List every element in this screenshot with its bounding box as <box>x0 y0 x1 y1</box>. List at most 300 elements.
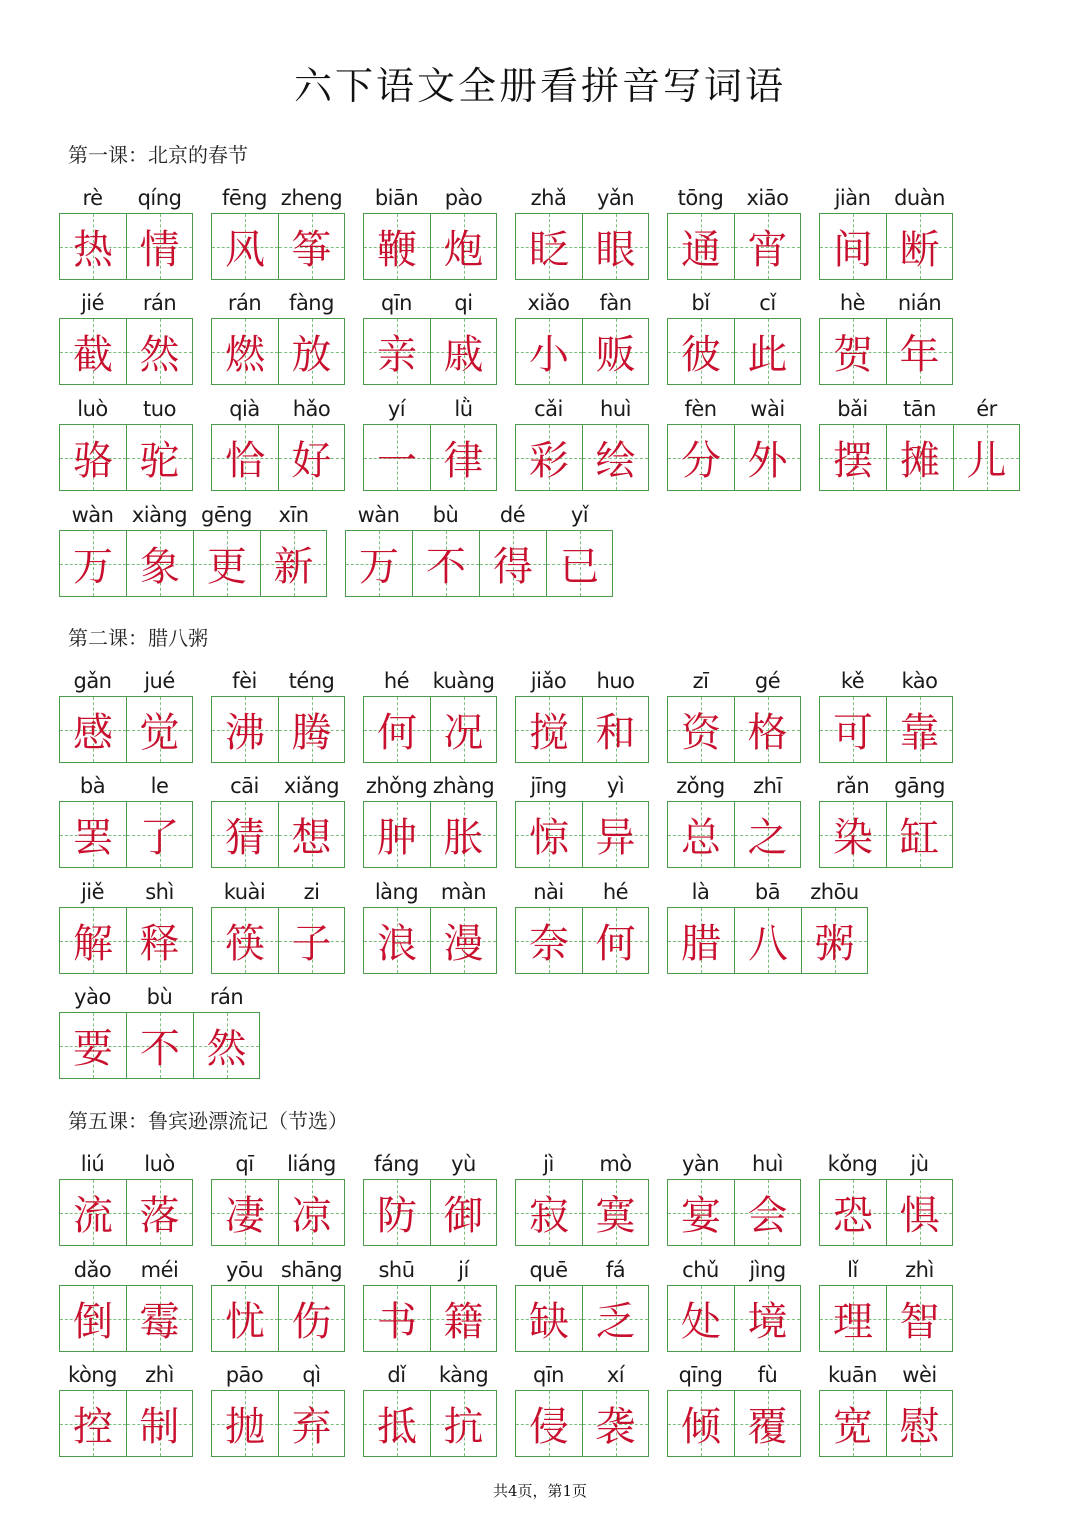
tian-zi-ge-box <box>819 424 886 491</box>
word-card <box>363 1360 497 1457</box>
hanzi-character: 觉 <box>139 710 180 756</box>
char-cell <box>734 771 801 868</box>
char-cell <box>126 394 193 491</box>
word-row <box>0 1360 1080 1470</box>
tian-zi-ge-box <box>667 1179 734 1246</box>
pinyin-label: dǎo <box>73 1258 112 1282</box>
tian-zi-ge-box <box>819 1179 886 1246</box>
tian-zi-ge-box <box>667 1390 734 1457</box>
tian-zi-ge-box <box>211 801 278 868</box>
pinyin-label: mò <box>599 1152 632 1176</box>
word-card <box>515 183 649 280</box>
hanzi-character: 此 <box>747 332 788 378</box>
pinyin-label: huì <box>600 397 631 421</box>
page-title: 六下语文全册看拼音写词语 <box>293 64 786 108</box>
hanzi-character: 新 <box>273 544 314 590</box>
pinyin-label: fàn <box>599 291 632 315</box>
char-cell <box>515 666 582 763</box>
word-row <box>0 288 1080 398</box>
char-cell <box>430 288 497 385</box>
char-cell <box>126 183 193 280</box>
hanzi-character: 间 <box>833 227 873 273</box>
char-cell <box>582 1149 649 1246</box>
pinyin-label: zhōu <box>810 880 859 904</box>
word-card <box>59 877 193 974</box>
char-cell <box>59 288 126 385</box>
pinyin-label: yǐ <box>570 503 589 527</box>
char-cell <box>59 771 126 868</box>
char-cell <box>515 771 582 868</box>
hanzi-character: 何 <box>377 710 417 756</box>
char-cell <box>515 1149 582 1246</box>
hanzi-character: 胀 <box>443 815 484 861</box>
pinyin-label: shū <box>378 1258 415 1282</box>
pinyin-label: hǎo <box>292 397 331 421</box>
pinyin-label: wàn <box>357 503 400 527</box>
tian-zi-ge-box <box>515 1179 582 1246</box>
word-card <box>667 394 801 491</box>
word-card <box>515 1360 649 1457</box>
word-card <box>515 771 649 868</box>
char-cell <box>211 394 278 491</box>
tian-zi-ge-box <box>126 801 193 868</box>
char-cell <box>734 288 801 385</box>
hanzi-character: 控 <box>73 1404 113 1450</box>
char-cell <box>126 877 193 974</box>
tian-zi-ge-box <box>734 1285 801 1352</box>
pinyin-label: qià <box>229 397 260 421</box>
pinyin-label: dé <box>499 503 526 527</box>
pinyin-label: zī <box>692 669 709 693</box>
tian-zi-ge-box <box>363 1390 430 1457</box>
word-row <box>0 982 1080 1092</box>
hanzi-character: 燃 <box>225 332 265 378</box>
tian-zi-ge-box <box>430 1179 497 1246</box>
char-cell <box>886 394 953 491</box>
hanzi-character: 摆 <box>833 438 873 484</box>
hanzi-character: 乏 <box>595 1299 636 1345</box>
tian-zi-ge-box <box>734 907 801 974</box>
pinyin-label: zheng <box>280 186 343 210</box>
word-card <box>59 500 327 597</box>
tian-zi-ge-box <box>667 213 734 280</box>
tian-zi-ge-box <box>886 213 953 280</box>
hanzi-character: 沸 <box>225 710 265 756</box>
tian-zi-ge-box <box>278 1285 345 1352</box>
hanzi-character: 肿 <box>377 815 417 861</box>
pinyin-label: gēng <box>201 503 252 527</box>
tian-zi-ge-box <box>515 318 582 385</box>
word-card <box>59 1255 193 1352</box>
hanzi-character: 好 <box>291 438 332 484</box>
pinyin-label: rè <box>82 186 103 210</box>
tian-zi-ge-box <box>363 213 430 280</box>
char-cell <box>126 1360 193 1457</box>
char-cell <box>819 1360 886 1457</box>
char-cell <box>734 1149 801 1246</box>
pinyin-label: liú <box>80 1152 105 1176</box>
tian-zi-ge-box <box>126 907 193 974</box>
hanzi-character: 理 <box>833 1299 873 1345</box>
pinyin-label: téng <box>288 669 335 693</box>
tian-zi-ge-box <box>546 530 613 597</box>
char-cell <box>211 666 278 763</box>
pinyin-label: huì <box>752 1152 783 1176</box>
pinyin-label: zhì <box>905 1258 934 1282</box>
char-cell <box>211 877 278 974</box>
word-card <box>515 288 649 385</box>
word-card <box>819 1149 953 1246</box>
tian-zi-ge-box <box>363 801 430 868</box>
tian-zi-ge-box <box>126 1390 193 1457</box>
tian-zi-ge-box <box>886 801 953 868</box>
pinyin-label: fèi <box>232 669 257 693</box>
char-cell <box>211 288 278 385</box>
tian-zi-ge-box <box>363 907 430 974</box>
word-card <box>211 1149 345 1246</box>
char-cell <box>430 771 497 868</box>
hanzi-character: 分 <box>681 438 721 484</box>
pinyin-label: cǐ <box>759 291 776 315</box>
pinyin-label: qīn <box>381 291 412 315</box>
word-card <box>667 1255 801 1352</box>
pinyin-label: kuàng <box>432 669 495 693</box>
tian-zi-ge-box <box>515 801 582 868</box>
pinyin-label: bǐ <box>691 291 710 315</box>
word-row <box>0 666 1080 776</box>
pinyin-label: fù <box>757 1363 778 1387</box>
hanzi-character: 寞 <box>595 1193 636 1239</box>
tian-zi-ge-box <box>515 1285 582 1352</box>
word-card <box>59 771 193 868</box>
tian-zi-ge-box <box>667 424 734 491</box>
pinyin-label: shì <box>145 880 174 904</box>
word-card <box>667 666 801 763</box>
hanzi-character: 缺 <box>529 1299 569 1345</box>
hanzi-character: 罢 <box>73 815 113 861</box>
word-card <box>667 771 801 868</box>
pinyin-label: ér <box>976 397 997 421</box>
char-cell <box>363 771 430 868</box>
word-card <box>667 1149 801 1246</box>
hanzi-character: 热 <box>73 227 113 273</box>
hanzi-character: 粥 <box>814 921 855 967</box>
tian-zi-ge-box <box>278 1390 345 1457</box>
tian-zi-ge-box <box>126 696 193 763</box>
pinyin-label: shāng <box>280 1258 343 1282</box>
hanzi-character: 解 <box>73 921 113 967</box>
pinyin-label: pào <box>444 186 483 210</box>
pinyin-label: kuài <box>223 880 266 904</box>
char-cell <box>278 1149 345 1246</box>
hanzi-character: 会 <box>747 1193 788 1239</box>
word-card <box>819 183 953 280</box>
tian-zi-ge-box <box>430 907 497 974</box>
pinyin-label: yù <box>451 1152 476 1176</box>
char-cell <box>734 666 801 763</box>
word-card <box>211 666 345 763</box>
pinyin-label: làng <box>374 880 419 904</box>
tian-zi-ge-box <box>515 907 582 974</box>
hanzi-character: 智 <box>899 1299 940 1345</box>
lesson-title-2: 第二课：腊八粥 <box>68 626 208 650</box>
hanzi-character: 八 <box>748 921 788 967</box>
pinyin-label: zhàng <box>432 774 495 798</box>
word-card <box>211 288 345 385</box>
tian-zi-ge-box <box>734 1179 801 1246</box>
word-card <box>515 394 649 491</box>
tian-zi-ge-box <box>211 907 278 974</box>
hanzi-character: 驼 <box>139 438 180 484</box>
pinyin-label: qīn <box>533 1363 564 1387</box>
char-cell <box>667 1255 734 1352</box>
word-card <box>345 500 613 597</box>
tian-zi-ge-box <box>59 424 126 491</box>
pinyin-label: cǎi <box>534 397 563 421</box>
pinyin-label: fá <box>605 1258 626 1282</box>
tian-zi-ge-box <box>211 1285 278 1352</box>
char-cell <box>430 877 497 974</box>
word-card <box>363 288 497 385</box>
tian-zi-ge-box <box>126 213 193 280</box>
pinyin-label: huo <box>596 669 635 693</box>
tian-zi-ge-box <box>278 424 345 491</box>
hanzi-character: 儿 <box>966 438 1007 484</box>
hanzi-character: 截 <box>73 332 113 378</box>
tian-zi-ge-box <box>59 1285 126 1352</box>
char-cell <box>59 183 126 280</box>
pinyin-label: méi <box>140 1258 179 1282</box>
hanzi-character: 格 <box>747 710 788 756</box>
pinyin-label: yào <box>74 985 111 1009</box>
char-cell <box>734 1360 801 1457</box>
char-cell <box>59 394 126 491</box>
word-card <box>819 771 953 868</box>
char-cell <box>363 877 430 974</box>
hanzi-character: 亲 <box>377 332 417 378</box>
hanzi-character: 外 <box>747 438 788 484</box>
pinyin-label: le <box>150 774 169 798</box>
tian-zi-ge-box <box>667 907 734 974</box>
hanzi-character: 搅 <box>529 710 569 756</box>
pinyin-label: yōu <box>225 1258 264 1282</box>
word-card <box>667 288 801 385</box>
pinyin-label: liáng <box>287 1152 336 1176</box>
hanzi-character: 宽 <box>833 1404 873 1450</box>
tian-zi-ge-box <box>819 1390 886 1457</box>
tian-zi-ge-box <box>430 1390 497 1457</box>
hanzi-character: 一 <box>377 438 417 484</box>
tian-zi-ge-box <box>59 907 126 974</box>
char-cell <box>412 500 479 597</box>
tian-zi-ge-box <box>211 213 278 280</box>
pinyin-label: jié <box>80 291 105 315</box>
tian-zi-ge-box <box>59 801 126 868</box>
word-row <box>0 500 1080 610</box>
pinyin-label: tān <box>903 397 936 421</box>
tian-zi-ge-box <box>430 424 497 491</box>
tian-zi-ge-box <box>126 1179 193 1246</box>
char-cell <box>363 183 430 280</box>
word-card <box>59 666 193 763</box>
tian-zi-ge-box <box>515 696 582 763</box>
char-cell <box>126 666 193 763</box>
tian-zi-ge-box <box>819 1285 886 1352</box>
tian-zi-ge-box <box>734 801 801 868</box>
hanzi-character: 弃 <box>291 1404 332 1450</box>
pinyin-label: jì <box>543 1152 554 1176</box>
hanzi-character: 更 <box>207 544 247 590</box>
hanzi-character: 染 <box>833 815 873 861</box>
word-card <box>515 1255 649 1352</box>
hanzi-character: 不 <box>426 544 466 590</box>
hanzi-character: 忧 <box>225 1299 265 1345</box>
pinyin-label: jìng <box>749 1258 786 1282</box>
pinyin-label: rǎn <box>835 774 870 798</box>
char-cell <box>211 1360 278 1457</box>
pinyin-label: jí <box>458 1258 469 1282</box>
hanzi-character: 年 <box>899 332 940 378</box>
char-cell <box>546 500 613 597</box>
char-cell <box>59 666 126 763</box>
hanzi-character: 骆 <box>73 438 113 484</box>
word-card <box>211 183 345 280</box>
char-cell <box>582 183 649 280</box>
char-cell <box>515 288 582 385</box>
char-cell <box>59 1360 126 1457</box>
char-cell <box>363 666 430 763</box>
hanzi-character: 想 <box>291 815 332 861</box>
hanzi-character: 炮 <box>443 227 484 273</box>
pinyin-label: pāo <box>225 1363 264 1387</box>
char-cell <box>819 666 886 763</box>
hanzi-character: 落 <box>139 1193 180 1239</box>
word-card <box>667 1360 801 1457</box>
pinyin-label: yì <box>606 774 625 798</box>
pinyin-label: jiàn <box>834 186 871 210</box>
hanzi-character: 抵 <box>377 1404 417 1450</box>
char-cell <box>211 771 278 868</box>
char-cell <box>126 982 193 1079</box>
char-cell <box>667 1149 734 1246</box>
hanzi-character: 猜 <box>225 815 265 861</box>
tian-zi-ge-box <box>582 801 649 868</box>
word-card <box>59 288 193 385</box>
tian-zi-ge-box <box>819 801 886 868</box>
char-cell <box>59 982 126 1079</box>
pinyin-label: bà <box>79 774 106 798</box>
pinyin-label: lǜ <box>454 397 473 421</box>
char-cell <box>126 771 193 868</box>
char-cell <box>278 666 345 763</box>
hanzi-character: 宴 <box>681 1193 721 1239</box>
hanzi-character: 贺 <box>833 332 873 378</box>
char-cell <box>819 1255 886 1352</box>
pinyin-label: qì <box>302 1363 321 1387</box>
char-cell <box>363 1360 430 1457</box>
pinyin-label: là <box>691 880 710 904</box>
tian-zi-ge-box <box>278 318 345 385</box>
char-cell <box>734 1255 801 1352</box>
pinyin-label: bā <box>754 880 781 904</box>
pinyin-label: tōng <box>677 186 724 210</box>
pinyin-label: jué <box>144 669 175 693</box>
tian-zi-ge-box <box>126 530 193 597</box>
word-card <box>59 394 193 491</box>
char-cell <box>430 666 497 763</box>
char-cell <box>515 394 582 491</box>
char-cell <box>363 1149 430 1246</box>
hanzi-character: 境 <box>747 1299 788 1345</box>
word-card <box>59 183 193 280</box>
hanzi-character: 绘 <box>595 438 636 484</box>
pinyin-label: qī <box>235 1152 254 1176</box>
tian-zi-ge-box <box>211 696 278 763</box>
tian-zi-ge-box <box>59 1390 126 1457</box>
hanzi-character: 断 <box>899 227 940 273</box>
pinyin-label: kàng <box>438 1363 489 1387</box>
char-cell <box>278 771 345 868</box>
char-cell <box>582 394 649 491</box>
hanzi-character: 小 <box>529 332 569 378</box>
tian-zi-ge-box <box>582 1390 649 1457</box>
char-cell <box>211 183 278 280</box>
word-card <box>515 877 649 974</box>
char-cell <box>582 288 649 385</box>
hanzi-character: 总 <box>681 815 721 861</box>
tian-zi-ge-box <box>886 1285 953 1352</box>
tian-zi-ge-box <box>582 424 649 491</box>
tian-zi-ge-box <box>582 1179 649 1246</box>
pinyin-label: hé <box>383 669 410 693</box>
pinyin-label: kě <box>840 669 865 693</box>
hanzi-character: 抗 <box>443 1404 484 1450</box>
pinyin-label: kòng <box>68 1363 117 1387</box>
tian-zi-ge-box <box>211 318 278 385</box>
hanzi-character: 倒 <box>73 1299 113 1345</box>
char-cell <box>667 183 734 280</box>
pinyin-label: bù <box>146 985 173 1009</box>
char-cell <box>734 877 801 974</box>
tian-zi-ge-box <box>582 907 649 974</box>
pinyin-label: xiāo <box>746 186 789 210</box>
pinyin-label: yǎn <box>596 186 635 210</box>
pinyin-label: zhī <box>753 774 782 798</box>
char-cell <box>278 183 345 280</box>
char-cell <box>734 394 801 491</box>
hanzi-character: 腾 <box>291 710 332 756</box>
char-cell <box>667 1360 734 1457</box>
pinyin-label: wàn <box>71 503 114 527</box>
char-cell <box>667 666 734 763</box>
char-cell <box>667 394 734 491</box>
tian-zi-ge-box <box>430 318 497 385</box>
hanzi-character: 筷 <box>225 921 265 967</box>
char-cell <box>126 1255 193 1352</box>
hanzi-character: 处 <box>681 1299 721 1345</box>
tian-zi-ge-box <box>667 318 734 385</box>
tian-zi-ge-box <box>515 1390 582 1457</box>
char-cell <box>126 1149 193 1246</box>
char-cell <box>801 877 868 974</box>
hanzi-character: 要 <box>73 1026 113 1072</box>
word-card <box>819 1255 953 1352</box>
char-cell <box>582 877 649 974</box>
char-cell <box>363 1255 430 1352</box>
char-cell <box>886 288 953 385</box>
pinyin-label: biān <box>374 186 419 210</box>
hanzi-character: 书 <box>377 1299 417 1345</box>
